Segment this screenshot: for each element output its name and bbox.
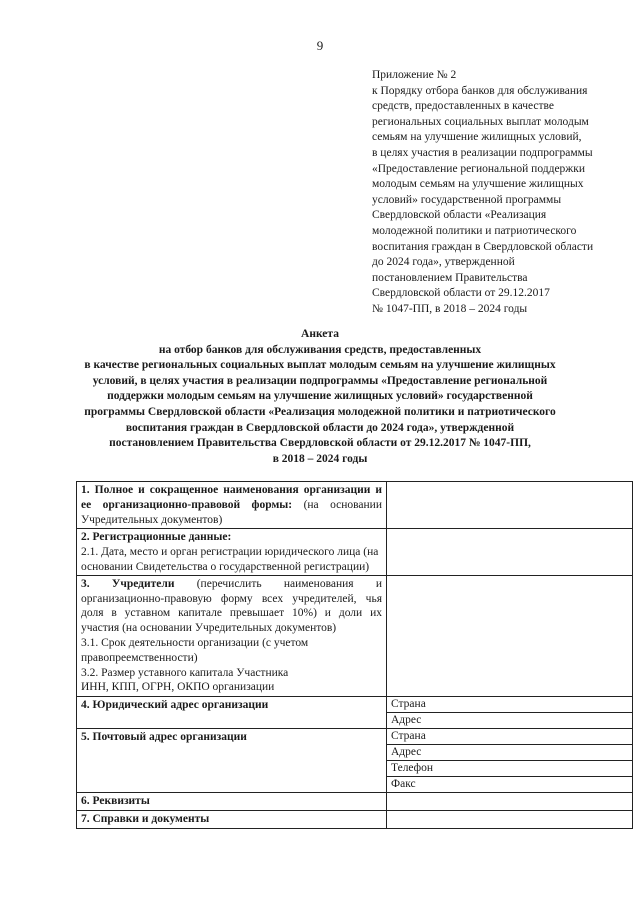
appendix-line: Свердловской области «Реализация [372, 209, 547, 222]
title-line: условий, в целях участия в реализации подпрограммы «Предоставление региональной [92, 374, 548, 387]
field-address[interactable]: Адрес [387, 745, 632, 761]
field-country[interactable]: Страна [387, 697, 632, 713]
appendix-line: Приложение № 2 [372, 69, 457, 81]
appendix-line: молодежной политики и патриотического [372, 224, 577, 237]
section-6-answer[interactable] [387, 793, 633, 811]
section-3-note: (перечислить наименования и организационно-правовую форму всех учредителей, чья доля в уставном капитале превышает 10%) и доли их участия (на основании Учредительных документов) [81, 577, 382, 635]
title-line: в качестве региональных социальных выплат молодым семьям на улучшение жилищных [84, 359, 556, 372]
field-country[interactable]: Страна [387, 729, 632, 745]
section-3-ids-text: ИНН, КПП, ОГРН, ОКПО организации [81, 681, 275, 694]
appendix-line: воспитания граждан в Свердловской области [372, 240, 594, 253]
appendix-line: региональных социальных выплат молодым [372, 115, 589, 128]
appendix-line: в целях участия в реализации подпрограммы [372, 146, 593, 159]
page-number: 9 [316, 38, 324, 53]
appendix-line: семьям на улучшение жилищных условий, [372, 131, 582, 144]
appendix-line: молодым семьям на улучшение жилищных [372, 178, 584, 191]
section-7-label: 7. Справки и документы [77, 810, 387, 828]
section-3-1-text: 3.1. Срок деятельности организации (с учетом правопреемственности) [81, 636, 309, 664]
section-2-label [77, 529, 387, 575]
table-row [77, 575, 633, 696]
section-2-answer[interactable] [387, 529, 633, 575]
appendix-line: средств, предоставленных в качестве [372, 100, 555, 113]
section-3-2-text: 3.2. Размер уставного капитала Участника [81, 666, 289, 679]
table-row [77, 482, 633, 529]
section-3-answer[interactable] [387, 575, 633, 696]
title-line: программы Свердловской области «Реализация молодежной политики и патриотического [84, 405, 556, 418]
table-row [77, 697, 633, 729]
section-7-answer[interactable] [387, 810, 633, 828]
table-row [77, 529, 633, 575]
appendix-line: «Предоставление региональной поддержки [372, 162, 585, 175]
section-5-fields [387, 729, 633, 793]
title-line: поддержки молодым семьям на улучшение жилищных условий» государственной [107, 390, 533, 403]
title-line: в 2018 – 2024 годы [272, 452, 368, 465]
section-1-answer[interactable] [387, 482, 633, 529]
appendix-block [372, 68, 634, 318]
table-row [77, 793, 633, 811]
title-line: на отбор банков для обслуживания средств, предоставленных [158, 343, 482, 356]
field-phone[interactable]: Телефон [387, 761, 632, 777]
field-address[interactable]: Адрес [391, 714, 422, 727]
title-line: воспитания граждан в Свердловской области до 2024 года», утвержденной [125, 421, 515, 434]
section-3-label [77, 575, 387, 696]
section-1-title: 1. Полное и сокращенное наименования организации и ее организационно-правовой формы: [81, 484, 382, 511]
section-1-label [77, 482, 387, 529]
title-line: Анкета [301, 328, 339, 340]
section-2-title: 2. Регистрационные данные: [81, 531, 232, 544]
appendix-line: к Порядку отбора банков для обслуживания [372, 84, 588, 97]
title-line: постановлением Правительства Свердловской области от 29.12.2017 № 1047-ПП, [109, 437, 531, 450]
appendix-line: № 1047-ПП, в 2018 – 2024 годы [372, 302, 528, 315]
section-5-label: 5. Почтовый адрес организации [77, 729, 387, 793]
appendix-line: условий» государственной программы [372, 193, 562, 206]
document-title [40, 327, 600, 467]
questionnaire-table [76, 481, 633, 829]
appendix-line: до 2024 года», утвержденной [372, 256, 515, 269]
section-6-label: 6. Реквизиты [77, 793, 387, 811]
appendix-line: Свердловской области от 29.12.2017 [372, 287, 550, 300]
section-3-title: 3. Учредители [81, 577, 175, 590]
table-row [77, 810, 633, 828]
appendix-line: постановлением Правительства [372, 271, 528, 284]
section-4-label: 4. Юридический адрес организации [77, 697, 387, 729]
section-4-fields [387, 697, 633, 729]
section-2-1-text: 2.1. Дата, место и орган регистрации юридического лица (на основании Свидетельства о государственной регистрации) [81, 546, 379, 573]
section-1-note: (на основании Учредительных документов) [81, 498, 382, 526]
field-fax[interactable]: Факс [391, 778, 416, 791]
table-row [77, 729, 633, 793]
